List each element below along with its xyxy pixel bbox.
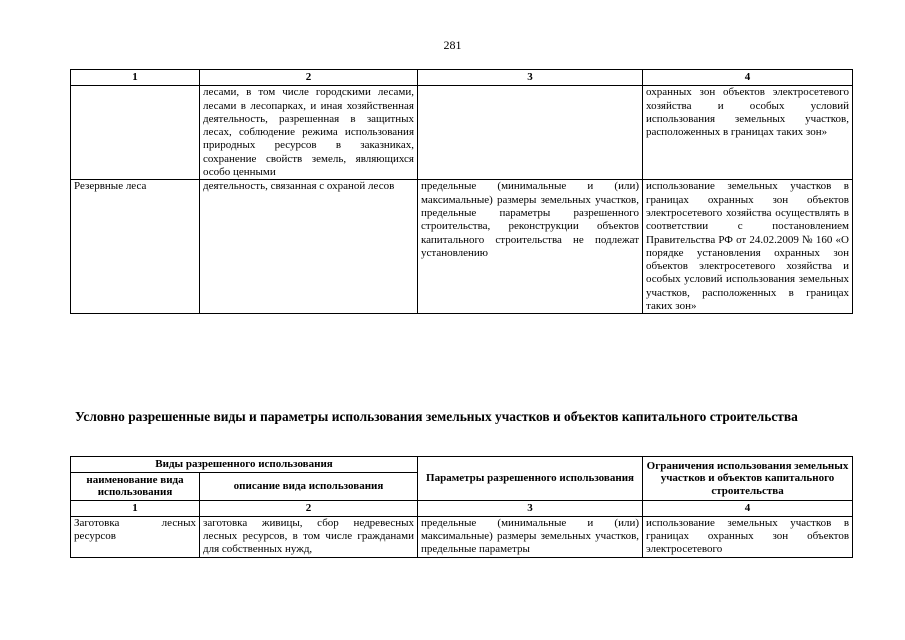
restrictions-cell: использование земельных участков в границах охранных зон объектов электросетевого хозяйства осуществлять в соответствии с постановлением Правительства РФ от 24.02.2009 № 160 «О порядке установления охранных зон объектов электросетевого хозяйства и особых условий использования земельных участков, расположенных в границах таких зон» — [643, 180, 853, 314]
use-description-cell: деятельность, связанная с охраной лесов — [200, 180, 418, 314]
column-number: 1 — [71, 500, 200, 516]
use-name-cell — [71, 86, 200, 180]
header-parameters: Параметры разрешенного использования — [418, 457, 643, 501]
use-name-cell: Заготовка лесных ресурсов — [71, 516, 200, 557]
parameters-cell: предельные (минимальные и (или) максимальные) размеры земельных участков, предельные параметры — [418, 516, 643, 557]
table-permitted-uses-continued — [70, 69, 853, 314]
column-number: 2 — [200, 500, 418, 516]
parameters-cell: предельные (минимальные и (или) максимальные) размеры земельных участков, предельные параметры разрешенного строительства, реконструкции объектов капитального строительства не подлежат установлению — [418, 180, 643, 314]
column-number: 4 — [643, 70, 853, 86]
restrictions-cell: охранных зон объектов электросетевого хозяйства и особых условий использования земельных участков, расположенных в границах таких зон» — [643, 86, 853, 180]
table-row — [71, 516, 853, 557]
column-number: 1 — [71, 70, 200, 86]
column-number: 3 — [418, 70, 643, 86]
header-restrictions: Ограничения использования земельных участков и объектов капитального строительства — [643, 457, 853, 501]
header-permitted-uses-group: Виды разрешенного использования — [71, 457, 418, 473]
column-number-row — [71, 70, 853, 86]
header-row — [71, 457, 853, 473]
header-use-description: описание вида использования — [200, 472, 418, 500]
page-number: 281 — [443, 38, 462, 52]
table-row — [71, 86, 853, 180]
parameters-cell — [418, 86, 643, 180]
use-name-cell: Резервные леса — [71, 180, 200, 314]
use-description-cell: лесами, в том числе городскими лесами, лесами в лесопарках, и иная хозяйственная деятельность, разрешенная в защитных лесах, соблюдение режима использования природных ресурсов в заказниках, сохранение свойств земель, являющихся особо ценными — [200, 86, 418, 180]
section-title: Условно разрешенные виды и параметры использования земельных участков и объектов капитального строительства — [75, 409, 798, 424]
column-number: 2 — [200, 70, 418, 86]
table-conditionally-permitted-uses — [70, 456, 853, 558]
column-number: 3 — [418, 500, 643, 516]
table-row — [71, 180, 853, 314]
use-description-cell: заготовка живицы, сбор недревесных лесных ресурсов, в том числе гражданами для собственных нужд, — [200, 516, 418, 557]
column-number-row — [71, 500, 853, 516]
header-use-name: наименование вида использования — [71, 472, 200, 500]
column-number: 4 — [643, 500, 853, 516]
restrictions-cell: использование земельных участков в границах охранных зон объектов электросетевого — [643, 516, 853, 557]
